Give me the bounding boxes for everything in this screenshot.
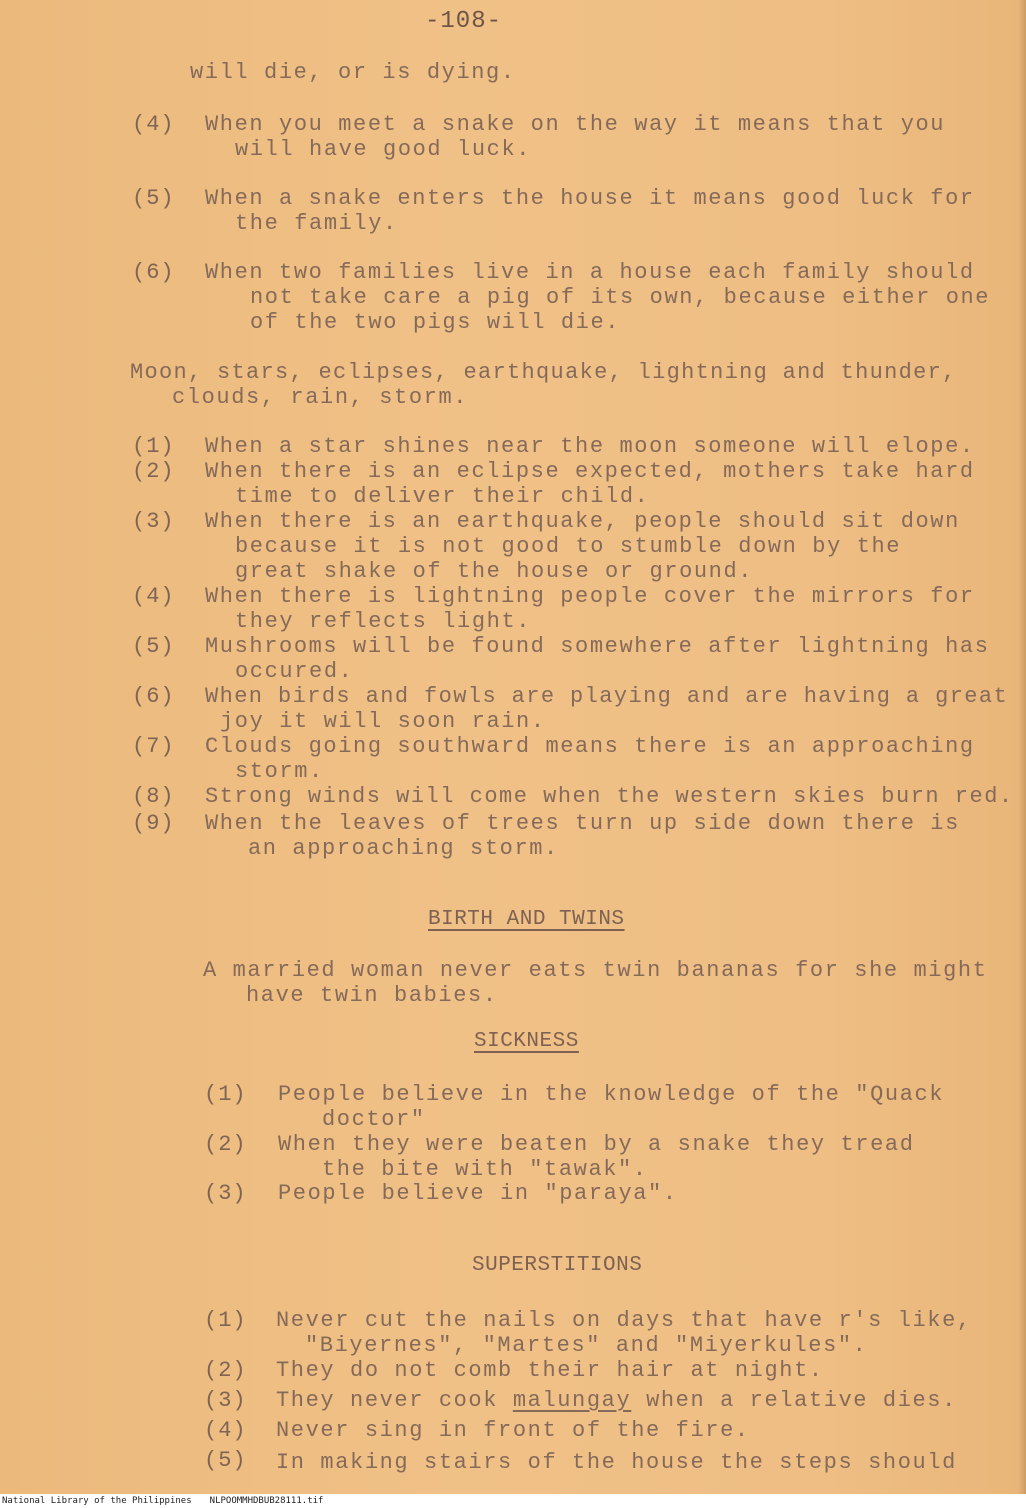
birth-line1: A married woman never eats twin bananas for she might (203, 958, 988, 983)
nature-item-1-line1: When a star shines near the moon someone will elope. (205, 434, 975, 459)
nature-item-6-number: (6) (132, 684, 175, 709)
nature-item-9-line1: When the leaves of trees turn up side down there is (205, 811, 960, 836)
sickness-item-3-number: (3) (204, 1181, 247, 1206)
snake-item-5-line1: When a snake enters the house it means good luck for (205, 186, 975, 211)
sickness-item-1-number: (1) (204, 1082, 247, 1107)
superstition-item-5-number: (5) (204, 1448, 247, 1473)
snake-item-6-line1: When two families live in a house each family should (205, 260, 975, 285)
sickness-item-1-line2: doctor" (322, 1107, 426, 1132)
footer-filename: NLPOOMMHDBUB28111.tif (209, 1496, 324, 1506)
nature-item-7-line2: storm. (235, 759, 324, 784)
nature-item-5-number: (5) (132, 634, 175, 659)
nature-item-2-number: (2) (132, 459, 175, 484)
snake-item-5-line2: the family. (235, 211, 398, 236)
nature-item-7-number: (7) (132, 734, 175, 759)
nature-item-4-number: (4) (132, 584, 175, 609)
scan-footer (0, 1494, 1026, 1508)
superstition-item-3-number: (3) (204, 1388, 247, 1413)
nature-item-1-number: (1) (132, 434, 175, 459)
footer-library: National Library of the Philippines (2, 1496, 192, 1506)
nature-item-4-line1: When there is lightning people cover the mirrors for (205, 584, 975, 609)
superstitions-heading: SUPERSTITIONS (472, 1254, 643, 1277)
superstition-item-3-pre: They never cook (276, 1388, 513, 1413)
nature-item-8-number: (8) (132, 784, 175, 809)
superstition-item-1-line2: "Biyernes", "Martes" and "Miyerkules". (305, 1333, 868, 1358)
snake-item-6-line2: not take care a pig of its own, because either one (250, 285, 991, 310)
superstition-item-3-post: when a relative dies. (631, 1388, 957, 1413)
page-number: -108- (425, 8, 503, 35)
nature-item-4-line2: they reflects light. (235, 609, 532, 634)
nature-item-3-number: (3) (132, 509, 175, 534)
nature-item-3-line2: because it is not good to stumble down by the (235, 534, 902, 559)
nature-item-8-line1: Strong winds will come when the western skies burn red. (205, 784, 1014, 809)
nature-item-2-line2: time to deliver their child. (235, 484, 650, 509)
nature-heading-line1: Moon, stars, eclipses, earthquake, lightning and thunder, (130, 360, 957, 385)
snake-item-4-number: (4) (132, 112, 175, 137)
nature-heading-line2: clouds, rain, storm. (172, 385, 469, 410)
superstition-item-4-number: (4) (204, 1418, 247, 1443)
superstition-item-1-number: (1) (204, 1308, 247, 1333)
superstition-item-2-number: (2) (204, 1358, 247, 1383)
nature-item-9-line2: an approaching storm. (248, 836, 559, 861)
sickness-item-2-line1: When they were beaten by a snake they tread (278, 1132, 915, 1157)
sickness-item-2-line2: the bite with "tawak". (322, 1157, 648, 1182)
superstition-item-1-line1: Never cut the nails on days that have r's like, (276, 1308, 972, 1333)
snake-item-6-line3: of the two pigs will die. (250, 310, 621, 335)
superstition-item-3-line1 (276, 1388, 957, 1413)
page-edge-shadow (1018, 0, 1026, 1500)
sickness-item-3-line1: People believe in "paraya". (278, 1181, 678, 1206)
nature-item-7-line1: Clouds going southward means there is an approaching (205, 734, 975, 759)
superstition-item-4-line1: Never sing in front of the fire. (276, 1418, 750, 1443)
snake-item-4-line2: will have good luck. (235, 137, 532, 162)
superstition-item-2-line1: They do not comb their hair at night. (276, 1358, 824, 1383)
sickness-item-2-number: (2) (204, 1132, 247, 1157)
snake-item-5-number: (5) (132, 186, 175, 211)
malungay-word: malungay (512, 1388, 632, 1413)
intro-line: will die, or is dying. (190, 60, 516, 85)
birth-heading: BIRTH AND TWINS (428, 908, 625, 931)
sickness-heading: SICKNESS (474, 1030, 579, 1053)
snake-item-4-line1: When you meet a snake on the way it means that you (205, 112, 946, 137)
nature-item-6-line2: joy it will soon rain. (220, 709, 546, 734)
nature-item-9-number: (9) (132, 811, 175, 836)
nature-item-2-line1: When there is an eclipse expected, mothers take hard (205, 459, 975, 484)
sickness-item-1-line1: People believe in the knowledge of the "Quack (278, 1082, 945, 1107)
nature-item-6-line1: When birds and fowls are playing and are having a great (205, 684, 1009, 709)
nature-item-3-line3: great shake of the house or ground. (235, 559, 754, 584)
superstition-item-5-line1: In making stairs of the house the steps should (276, 1450, 957, 1475)
nature-item-5-line1: Mushrooms will be found somewhere after lightning has (205, 634, 990, 659)
snake-item-6-number: (6) (132, 260, 175, 285)
nature-item-5-line2: occured. (235, 659, 354, 684)
birth-line2: have twin babies. (246, 983, 498, 1008)
nature-item-3-line1: When there is an earthquake, people should sit down (205, 509, 960, 534)
